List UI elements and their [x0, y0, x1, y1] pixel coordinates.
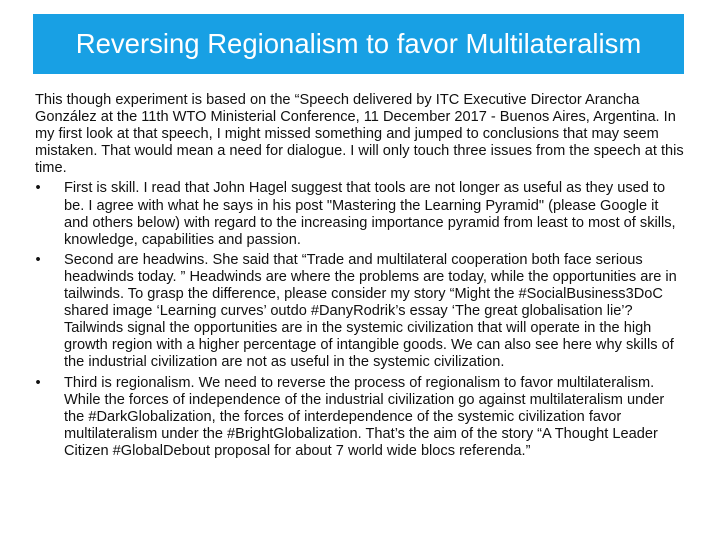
bullet-text-regionalism: Third is regionalism. We need to reverse the process of regionalism to favor multilateralism. While the forces of independence of the industrial civilization go against multilateralism under the #DarkGlobalization, the forces of interdependence of the systemic civilization favor multilateralism under the #BrightGlobalization. That’s the aim of the story “A Thought Leader Citizen #GlobalDebout proposal for about 7 world wide blocs referenda.”	[64, 374, 665, 459]
bullet-icon: •	[35, 251, 41, 268]
bullet-icon: •	[35, 374, 41, 391]
slide-title: Reversing Regionalism to favor Multilateralism	[75, 28, 642, 59]
bullet-icon: •	[35, 180, 41, 197]
bullet-item-headwinds	[35, 252, 685, 372]
title-banner	[33, 14, 684, 74]
bullet-item-skill	[35, 180, 685, 248]
intro-paragraph: This though experiment is based on the “Speech delivered by ITC Executive Director Arancha González at the 11th WTO Ministerial Conference, 11 December 2017 - Buenos Aires, Argentina. In my first look at that speech, I might missed something and jumped to conclusions that may seem mistaken. That would mean a need for dialogue. I will only touch three issues from the speech at this time.	[35, 92, 684, 177]
bullet-text-skill: First is skill. I read that John Hagel suggest that tools are not longer as useful as they used to be. I agree with what he says in his post "Mastering the Learning Pyramid" (please Google it and others below) with regard to the increasing importance pyramid from least to most of skills, knowledge, capabilities and passion.	[64, 180, 676, 248]
slide-body	[35, 92, 685, 463]
bullet-list	[35, 180, 685, 460]
bullet-item-regionalism	[35, 375, 685, 460]
bullet-text-headwinds: Second are headwins. She said that “Trade and multilateral cooperation both face serious headwinds today. ” Headwinds are where the problems are today, while the opportunities are in tailwinds. To grasp the difference, please consider my story “Might the #SocialBusiness3DoC shared image ‘Learning curves’ outdo #DanyRodrik’s essay ‘The great globalisation lie’? Tailwinds signal the opportunities are in the systemic civilization that will operate in the high growth region with a higher percentage of intangible goods. We can also see here why skills of the industrial civilization are not as useful in the systemic civilization.	[64, 251, 677, 371]
